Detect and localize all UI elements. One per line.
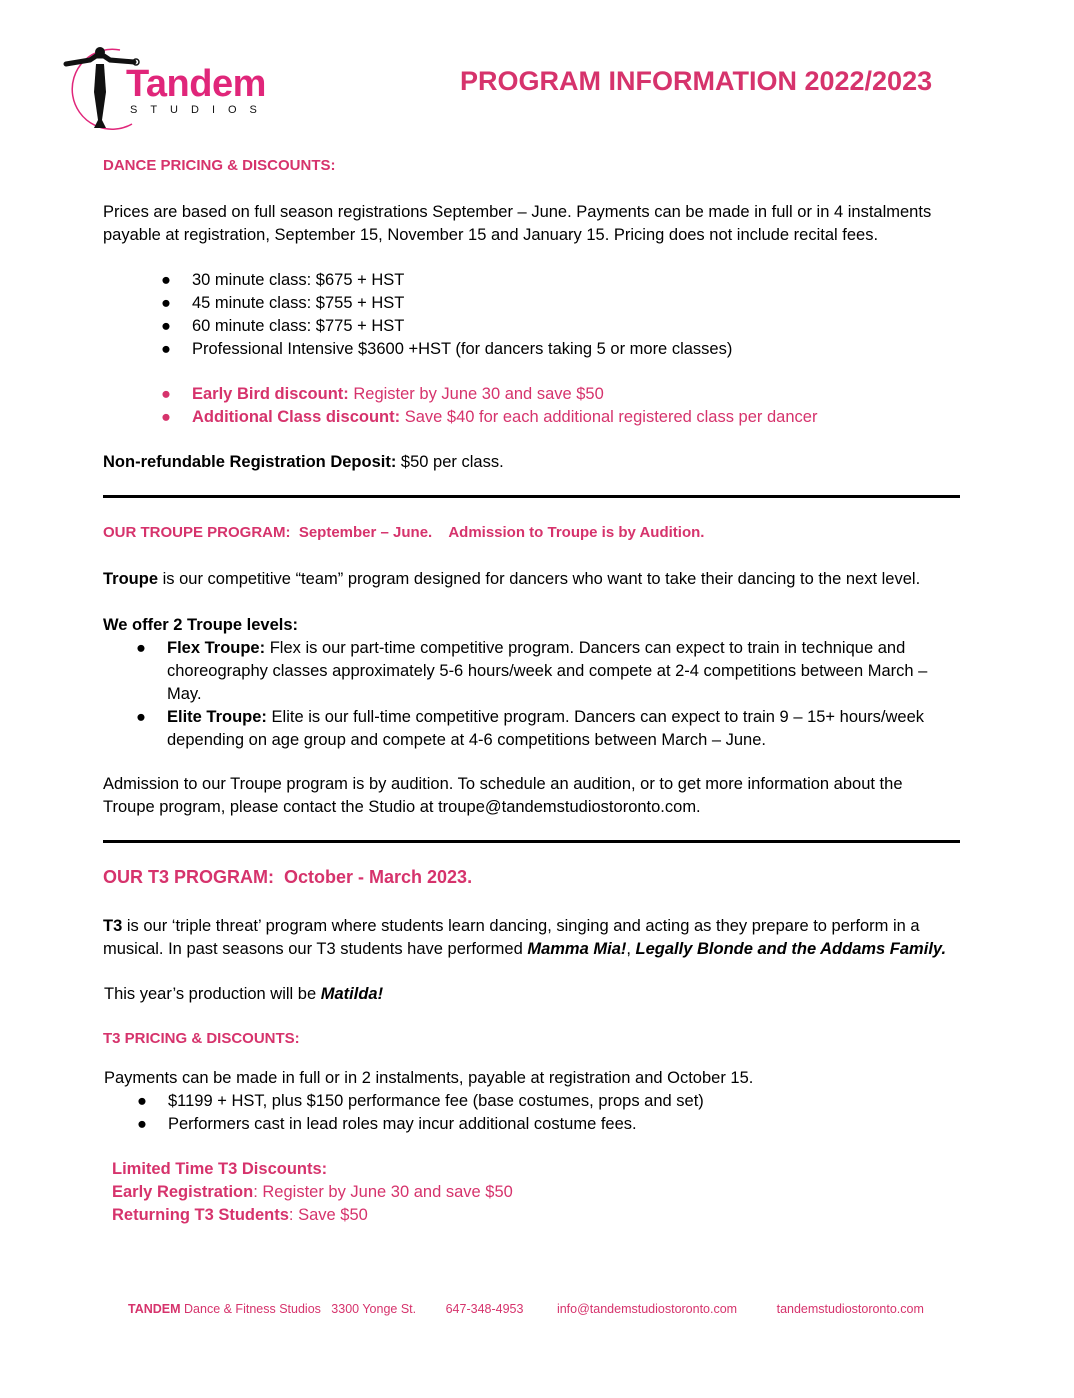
deposit-text: $50 per class. xyxy=(396,453,504,471)
t3-discounts-heading: Limited Time T3 Discounts: xyxy=(112,1160,328,1178)
elite-label: Elite Troupe: xyxy=(167,708,267,726)
elite-text: Elite is our full-time competitive program. Dancers can expect to train 9 – 15+ hours/week xyxy=(266,708,925,726)
list-item: ● Early Bird discount: Register by June 30 and save $50 xyxy=(161,385,604,403)
deposit-label: Non-refundable Registration Deposit: xyxy=(103,453,397,471)
section-divider xyxy=(103,495,960,498)
discount-text: Register by June 30 and save $50 xyxy=(348,385,604,403)
troupe-admission xyxy=(103,773,903,819)
t3-intro-line xyxy=(103,938,946,961)
logo-wordmark: Tandem xyxy=(126,63,266,105)
t3-production xyxy=(104,983,383,1006)
discount-text: : Save $50 xyxy=(288,1206,368,1224)
dance-intro-line: payable at registration, September 15, November 15 and January 15. Pricing does not include recital fees. xyxy=(103,226,879,244)
troupe-intro-bold: Troupe xyxy=(103,570,159,588)
t3-pricing-list xyxy=(137,1090,948,1136)
dance-pricing-heading: DANCE PRICING & DISCOUNTS: xyxy=(103,157,336,174)
elite-line: depending on age group and compete at 4-6 competitions between March – June. xyxy=(167,731,766,749)
page-title: PROGRAM INFORMATION 2022/2023 xyxy=(460,66,933,96)
discount-label: Additional Class discount: xyxy=(192,408,401,426)
section-divider xyxy=(103,840,960,843)
list-item: ● Flex Troupe: Flex is our part-time competitive program. Dancers can expect to train in technique and choreography classes approximately 5-6 hours/week and compete at 2-4 competitions between March – May. xyxy=(167,637,967,706)
flex-line: May. xyxy=(167,685,202,703)
dance-intro xyxy=(103,201,931,247)
dance-intro-line: Prices are based on full season registrations September – June. Payments can be made in full or in 4 instalments xyxy=(103,203,932,221)
list-item: ● $1199 + HST, plus $150 performance fee (base costumes, props and set) xyxy=(137,1092,704,1110)
t3-price-text: $1199 + HST, plus $150 performance fee (base costumes, props and set) xyxy=(168,1092,704,1110)
price-text: Professional Intensive $3600 +HST (for dancers taking 5 or more classes) xyxy=(192,340,733,358)
show-title: Mamma Mia! xyxy=(527,940,627,958)
flex-label: Flex Troupe: xyxy=(167,639,266,657)
list-item: ● Professional Intensive $3600 +HST (for dancers taking 5 or more classes) xyxy=(161,340,733,358)
price-text: 60 minute class: $775 + HST xyxy=(192,317,405,335)
tandem-logo xyxy=(60,42,310,134)
troupe-intro-text: is our competitive “team” program designed for dancers who want to take their dancing to the next level. xyxy=(158,570,921,588)
list-item: ● 45 minute class: $755 + HST xyxy=(161,294,405,312)
flex-line xyxy=(167,637,967,660)
discount-label: Early Bird discount: xyxy=(192,385,349,403)
footer-studio: Dance & Fitness Studios 3300 Yonge St. xyxy=(180,1302,417,1316)
t3-intro-bold: T3 xyxy=(103,917,123,935)
list-item: ● Performers cast in lead roles may incur additional costume fees. xyxy=(137,1115,637,1133)
price-text: 30 minute class: $675 + HST xyxy=(192,271,405,289)
footer-brand: TANDEM xyxy=(128,1302,181,1316)
flex-text: Flex is our part-time competitive program. Dancers can expect to train in technique and xyxy=(265,639,906,657)
t3-price-text: Performers cast in lead roles may incur additional costume fees. xyxy=(168,1115,637,1133)
t3-intro-line xyxy=(103,915,946,938)
troupe-heading: OUR TROUPE PROGRAM: September – June. Admission to Troupe is by Audition. xyxy=(103,524,705,541)
t3-discounts xyxy=(112,1158,513,1227)
page-footer xyxy=(128,1302,924,1316)
footer-email[interactable]: info@tandemstudiostoronto.com xyxy=(556,1302,738,1316)
production-text: This year’s production will be xyxy=(104,985,321,1003)
list-item: ● Elite Troupe: Elite is our full-time competitive program. Dancers can expect to train 9 – 15+ hours/week depending on age group and compete at 4-6 competitions between March – June. xyxy=(167,706,967,752)
footer-address xyxy=(128,1302,416,1316)
admission-line: Troupe program, please contact the Studio at troupe@tandemstudiostoronto.com. xyxy=(103,798,701,816)
list-item: ● 30 minute class: $675 + HST xyxy=(161,271,405,289)
price-text: 45 minute class: $755 + HST xyxy=(192,294,405,312)
separator: , xyxy=(626,940,636,958)
logo-subtitle: STUDIOS xyxy=(130,104,270,116)
footer-website[interactable]: tandemstudiostoronto.com xyxy=(776,1302,924,1316)
discount-label: Returning T3 Students xyxy=(112,1206,289,1224)
t3-pricing-heading: T3 PRICING & DISCOUNTS: xyxy=(103,1030,300,1047)
troupe-levels-heading: We offer 2 Troupe levels: xyxy=(103,616,299,634)
list-item: ● Additional Class discount: Save $40 for each additional registered class per dancer xyxy=(161,408,818,426)
t3-intro xyxy=(103,915,946,961)
t3-discount-line xyxy=(112,1181,513,1204)
admission-line: Admission to our Troupe program is by audition. To schedule an audition, or to get more information about the xyxy=(103,775,903,793)
t3-intro-text: is our ‘triple threat’ program where students learn dancing, singing and acting as they prepare to perform in a xyxy=(122,917,920,935)
dance-discount-list xyxy=(161,383,952,429)
discount-label: Early Registration xyxy=(112,1183,254,1201)
deposit-line xyxy=(103,451,504,474)
elite-line xyxy=(167,706,967,729)
list-item: ● 60 minute class: $775 + HST xyxy=(161,317,405,335)
discount-text: : Register by June 30 and save $50 xyxy=(253,1183,513,1201)
footer-phone: 647-348-4953 xyxy=(445,1302,524,1316)
flex-line: choreography classes approximately 5-6 hours/week and compete at 2-4 competitions between March – xyxy=(167,662,928,680)
discount-text: Save $40 for each additional registered class per dancer xyxy=(400,408,818,426)
troupe-levels-list xyxy=(136,637,967,752)
t3-heading: OUR T3 PROGRAM: October - March 2023. xyxy=(103,867,473,887)
dance-price-list xyxy=(161,269,952,361)
t3-intro-text: musical. In past seasons our T3 students have performed xyxy=(103,940,528,958)
troupe-intro xyxy=(103,568,920,591)
t3-discount-line xyxy=(112,1204,513,1227)
t3-payments: Payments can be made in full or in 2 instalments, payable at registration and October 15. xyxy=(104,1069,754,1087)
show-title: Legally Blonde and the Addams Family. xyxy=(635,940,947,958)
production-name: Matilda! xyxy=(320,985,384,1003)
